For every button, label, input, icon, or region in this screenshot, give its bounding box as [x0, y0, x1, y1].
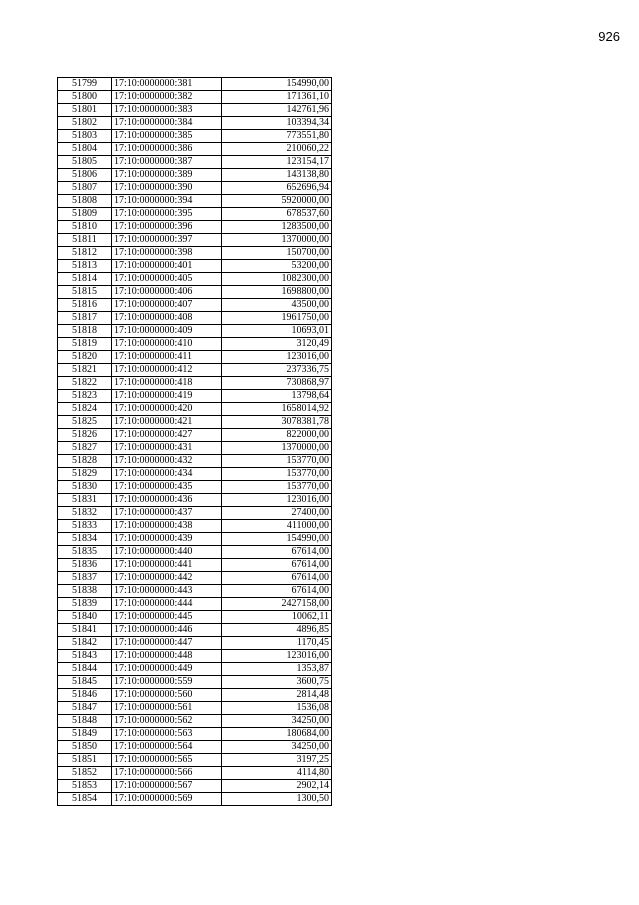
cadastral-number-cell: 17:10:0000000:564 — [112, 741, 222, 754]
cadastral-number-cell: 17:10:0000000:406 — [112, 286, 222, 299]
cadastral-value-cell: 2902,14 — [222, 780, 332, 793]
cadastral-number-cell: 17:10:0000000:435 — [112, 481, 222, 494]
row-number-cell: 51842 — [58, 637, 112, 650]
cadastral-value-cell: 180684,00 — [222, 728, 332, 741]
row-number-cell: 51834 — [58, 533, 112, 546]
row-number-cell: 51811 — [58, 234, 112, 247]
table-row — [58, 585, 332, 598]
table-row — [58, 741, 332, 754]
table-row — [58, 169, 332, 182]
cadastral-value-cell: 1283500,00 — [222, 221, 332, 234]
table-row — [58, 689, 332, 702]
row-number-cell: 51845 — [58, 676, 112, 689]
row-number-cell: 51829 — [58, 468, 112, 481]
row-number-cell: 51821 — [58, 364, 112, 377]
cadastral-number-cell: 17:10:0000000:394 — [112, 195, 222, 208]
table-row — [58, 702, 332, 715]
table-row — [58, 455, 332, 468]
table-row — [58, 793, 332, 806]
cadastral-value-cell: 730868,97 — [222, 377, 332, 390]
table-row — [58, 91, 332, 104]
cadastral-value-cell: 150700,00 — [222, 247, 332, 260]
cadastral-value-cell: 773551,80 — [222, 130, 332, 143]
cadastral-value-cell: 153770,00 — [222, 468, 332, 481]
cadastral-number-cell: 17:10:0000000:381 — [112, 78, 222, 91]
row-number-cell: 51800 — [58, 91, 112, 104]
cadastral-number-cell: 17:10:0000000:563 — [112, 728, 222, 741]
cadastral-number-cell: 17:10:0000000:408 — [112, 312, 222, 325]
cadastral-number-cell: 17:10:0000000:441 — [112, 559, 222, 572]
cadastral-value-cell: 1370000,00 — [222, 442, 332, 455]
cadastral-value-cell: 1082300,00 — [222, 273, 332, 286]
row-number-cell: 51852 — [58, 767, 112, 780]
cadastral-value-cell: 123016,00 — [222, 494, 332, 507]
cadastral-value-cell: 652696,94 — [222, 182, 332, 195]
cadastral-number-cell: 17:10:0000000:410 — [112, 338, 222, 351]
row-number-cell: 51824 — [58, 403, 112, 416]
table-row — [58, 780, 332, 793]
table-row — [58, 468, 332, 481]
row-number-cell: 51820 — [58, 351, 112, 364]
cadastral-number-cell: 17:10:0000000:382 — [112, 91, 222, 104]
table-row — [58, 247, 332, 260]
cadastral-number-cell: 17:10:0000000:442 — [112, 572, 222, 585]
table-row — [58, 182, 332, 195]
table-row — [58, 143, 332, 156]
row-number-cell: 51846 — [58, 689, 112, 702]
cadastral-value-cell: 4896,85 — [222, 624, 332, 637]
row-number-cell: 51822 — [58, 377, 112, 390]
cadastral-value-cell: 10693,01 — [222, 325, 332, 338]
cadastral-value-cell: 1370000,00 — [222, 234, 332, 247]
cadastral-value-cell: 678537,60 — [222, 208, 332, 221]
table-row — [58, 221, 332, 234]
row-number-cell: 51853 — [58, 780, 112, 793]
table-row — [58, 429, 332, 442]
row-number-cell: 51839 — [58, 598, 112, 611]
row-number-cell: 51817 — [58, 312, 112, 325]
table-row — [58, 481, 332, 494]
row-number-cell: 51809 — [58, 208, 112, 221]
cadastral-value-cell: 411000,00 — [222, 520, 332, 533]
table-row — [58, 715, 332, 728]
cadastral-number-cell: 17:10:0000000:446 — [112, 624, 222, 637]
table-row — [58, 130, 332, 143]
table-row — [58, 637, 332, 650]
cadastral-number-cell: 17:10:0000000:397 — [112, 234, 222, 247]
row-number-cell: 51810 — [58, 221, 112, 234]
cadastral-value-cell: 822000,00 — [222, 429, 332, 442]
cadastral-value-cell: 1300,50 — [222, 793, 332, 806]
cadastral-value-cell: 3078381,78 — [222, 416, 332, 429]
cadastral-number-cell: 17:10:0000000:431 — [112, 442, 222, 455]
row-number-cell: 51851 — [58, 754, 112, 767]
row-number-cell: 51804 — [58, 143, 112, 156]
row-number-cell: 51850 — [58, 741, 112, 754]
table-row — [58, 663, 332, 676]
cadastral-number-cell: 17:10:0000000:427 — [112, 429, 222, 442]
cadastral-number-cell: 17:10:0000000:449 — [112, 663, 222, 676]
row-number-cell: 51801 — [58, 104, 112, 117]
cadastral-number-cell: 17:10:0000000:387 — [112, 156, 222, 169]
cadastral-value-cell: 3120,49 — [222, 338, 332, 351]
cadastral-value-cell: 123016,00 — [222, 650, 332, 663]
row-number-cell: 51844 — [58, 663, 112, 676]
cadastral-value-cell: 237336,75 — [222, 364, 332, 377]
table-row — [58, 104, 332, 117]
row-number-cell: 51815 — [58, 286, 112, 299]
cadastral-number-cell: 17:10:0000000:561 — [112, 702, 222, 715]
cadastral-value-cell: 171361,10 — [222, 91, 332, 104]
cadastral-number-cell: 17:10:0000000:390 — [112, 182, 222, 195]
table-row — [58, 195, 332, 208]
table-row — [58, 520, 332, 533]
table-row — [58, 117, 332, 130]
table-row — [58, 78, 332, 91]
cadastral-number-cell: 17:10:0000000:389 — [112, 169, 222, 182]
row-number-cell: 51823 — [58, 390, 112, 403]
table-row — [58, 364, 332, 377]
table-row — [58, 416, 332, 429]
cadastral-number-cell: 17:10:0000000:385 — [112, 130, 222, 143]
cadastral-number-cell: 17:10:0000000:384 — [112, 117, 222, 130]
cadastral-value-cell: 53200,00 — [222, 260, 332, 273]
row-number-cell: 51840 — [58, 611, 112, 624]
cadastral-value-cell: 103394,34 — [222, 117, 332, 130]
row-number-cell: 51808 — [58, 195, 112, 208]
cadastral-number-cell: 17:10:0000000:444 — [112, 598, 222, 611]
cadastral-number-cell: 17:10:0000000:411 — [112, 351, 222, 364]
cadastral-value-cell: 142761,96 — [222, 104, 332, 117]
cadastral-number-cell: 17:10:0000000:445 — [112, 611, 222, 624]
cadastral-value-cell: 4114,80 — [222, 767, 332, 780]
cadastral-number-cell: 17:10:0000000:434 — [112, 468, 222, 481]
table-row — [58, 260, 332, 273]
table-row — [58, 598, 332, 611]
table-row — [58, 377, 332, 390]
cadastral-value-cell: 2814,48 — [222, 689, 332, 702]
table-row — [58, 507, 332, 520]
row-number-cell: 51854 — [58, 793, 112, 806]
row-number-cell: 51847 — [58, 702, 112, 715]
cadastral-value-cell: 143138,80 — [222, 169, 332, 182]
cadastral-value-cell: 67614,00 — [222, 585, 332, 598]
cadastral-number-cell: 17:10:0000000:401 — [112, 260, 222, 273]
cadastral-value-table — [57, 77, 332, 806]
cadastral-number-cell: 17:10:0000000:448 — [112, 650, 222, 663]
table-row — [58, 351, 332, 364]
row-number-cell: 51836 — [58, 559, 112, 572]
cadastral-number-cell: 17:10:0000000:398 — [112, 247, 222, 260]
table-row — [58, 767, 332, 780]
cadastral-value-cell: 67614,00 — [222, 572, 332, 585]
row-number-cell: 51807 — [58, 182, 112, 195]
row-number-cell: 51825 — [58, 416, 112, 429]
table-row — [58, 286, 332, 299]
cadastral-value-cell: 43500,00 — [222, 299, 332, 312]
cadastral-value-cell: 10062,11 — [222, 611, 332, 624]
row-number-cell: 51833 — [58, 520, 112, 533]
cadastral-number-cell: 17:10:0000000:440 — [112, 546, 222, 559]
row-number-cell: 51827 — [58, 442, 112, 455]
cadastral-number-cell: 17:10:0000000:386 — [112, 143, 222, 156]
cadastral-number-cell: 17:10:0000000:560 — [112, 689, 222, 702]
cadastral-number-cell: 17:10:0000000:418 — [112, 377, 222, 390]
cadastral-value-cell: 123016,00 — [222, 351, 332, 364]
cadastral-value-cell: 34250,00 — [222, 741, 332, 754]
cadastral-number-cell: 17:10:0000000:443 — [112, 585, 222, 598]
row-number-cell: 51816 — [58, 299, 112, 312]
row-number-cell: 51843 — [58, 650, 112, 663]
cadastral-number-cell: 17:10:0000000:395 — [112, 208, 222, 221]
cadastral-number-cell: 17:10:0000000:409 — [112, 325, 222, 338]
cadastral-number-cell: 17:10:0000000:432 — [112, 455, 222, 468]
row-number-cell: 51841 — [58, 624, 112, 637]
cadastral-number-cell: 17:10:0000000:438 — [112, 520, 222, 533]
table-row — [58, 208, 332, 221]
cadastral-number-cell: 17:10:0000000:567 — [112, 780, 222, 793]
cadastral-value-cell: 153770,00 — [222, 455, 332, 468]
cadastral-value-cell: 27400,00 — [222, 507, 332, 520]
cadastral-value-cell: 154990,00 — [222, 533, 332, 546]
table-row — [58, 676, 332, 689]
cadastral-number-cell: 17:10:0000000:569 — [112, 793, 222, 806]
page-number: 926 — [598, 29, 620, 44]
cadastral-number-cell: 17:10:0000000:437 — [112, 507, 222, 520]
row-number-cell: 51812 — [58, 247, 112, 260]
cadastral-number-cell: 17:10:0000000:559 — [112, 676, 222, 689]
cadastral-number-cell: 17:10:0000000:436 — [112, 494, 222, 507]
row-number-cell: 51826 — [58, 429, 112, 442]
table-row — [58, 273, 332, 286]
table-row — [58, 546, 332, 559]
row-number-cell: 51818 — [58, 325, 112, 338]
cadastral-value-cell: 67614,00 — [222, 546, 332, 559]
cadastral-value-cell: 5920000,00 — [222, 195, 332, 208]
table-row — [58, 494, 332, 507]
cadastral-number-cell: 17:10:0000000:405 — [112, 273, 222, 286]
table-body — [58, 78, 332, 806]
cadastral-number-cell: 17:10:0000000:562 — [112, 715, 222, 728]
table-row — [58, 390, 332, 403]
cadastral-number-cell: 17:10:0000000:566 — [112, 767, 222, 780]
cadastral-number-cell: 17:10:0000000:439 — [112, 533, 222, 546]
cadastral-value-cell: 1170,45 — [222, 637, 332, 650]
row-number-cell: 51814 — [58, 273, 112, 286]
row-number-cell: 51849 — [58, 728, 112, 741]
cadastral-value-cell: 1698800,00 — [222, 286, 332, 299]
table-row — [58, 403, 332, 416]
cadastral-value-cell: 2427158,00 — [222, 598, 332, 611]
cadastral-number-cell: 17:10:0000000:565 — [112, 754, 222, 767]
cadastral-value-cell: 3600,75 — [222, 676, 332, 689]
cadastral-number-cell: 17:10:0000000:412 — [112, 364, 222, 377]
row-number-cell: 51802 — [58, 117, 112, 130]
cadastral-value-cell: 154990,00 — [222, 78, 332, 91]
row-number-cell: 51848 — [58, 715, 112, 728]
cadastral-number-cell: 17:10:0000000:421 — [112, 416, 222, 429]
cadastral-value-cell: 1536,08 — [222, 702, 332, 715]
cadastral-value-cell: 153770,00 — [222, 481, 332, 494]
table-row — [58, 533, 332, 546]
table-row — [58, 156, 332, 169]
row-number-cell: 51805 — [58, 156, 112, 169]
cadastral-value-cell: 210060,22 — [222, 143, 332, 156]
table-row — [58, 650, 332, 663]
table-row — [58, 624, 332, 637]
cadastral-value-cell: 1353,87 — [222, 663, 332, 676]
row-number-cell: 51837 — [58, 572, 112, 585]
cadastral-value-cell: 34250,00 — [222, 715, 332, 728]
row-number-cell: 51838 — [58, 585, 112, 598]
cadastral-number-cell: 17:10:0000000:447 — [112, 637, 222, 650]
row-number-cell: 51828 — [58, 455, 112, 468]
cadastral-number-cell: 17:10:0000000:396 — [112, 221, 222, 234]
cadastral-number-cell: 17:10:0000000:383 — [112, 104, 222, 117]
table-row — [58, 338, 332, 351]
cadastral-number-cell: 17:10:0000000:419 — [112, 390, 222, 403]
table-row — [58, 442, 332, 455]
table-row — [58, 234, 332, 247]
table-row — [58, 611, 332, 624]
table-row — [58, 728, 332, 741]
cadastral-number-cell: 17:10:0000000:420 — [112, 403, 222, 416]
cadastral-value-cell: 1658014,92 — [222, 403, 332, 416]
cadastral-value-cell: 67614,00 — [222, 559, 332, 572]
row-number-cell: 51832 — [58, 507, 112, 520]
cadastral-value-cell: 123154,17 — [222, 156, 332, 169]
row-number-cell: 51819 — [58, 338, 112, 351]
row-number-cell: 51813 — [58, 260, 112, 273]
table-row — [58, 572, 332, 585]
row-number-cell: 51799 — [58, 78, 112, 91]
table-row — [58, 325, 332, 338]
row-number-cell: 51835 — [58, 546, 112, 559]
cadastral-value-cell: 13798,64 — [222, 390, 332, 403]
table-row — [58, 754, 332, 767]
row-number-cell: 51830 — [58, 481, 112, 494]
cadastral-value-cell: 3197,25 — [222, 754, 332, 767]
table-row — [58, 559, 332, 572]
row-number-cell: 51806 — [58, 169, 112, 182]
row-number-cell: 51831 — [58, 494, 112, 507]
table-row — [58, 299, 332, 312]
cadastral-number-cell: 17:10:0000000:407 — [112, 299, 222, 312]
table-row — [58, 312, 332, 325]
cadastral-value-cell: 1961750,00 — [222, 312, 332, 325]
row-number-cell: 51803 — [58, 130, 112, 143]
